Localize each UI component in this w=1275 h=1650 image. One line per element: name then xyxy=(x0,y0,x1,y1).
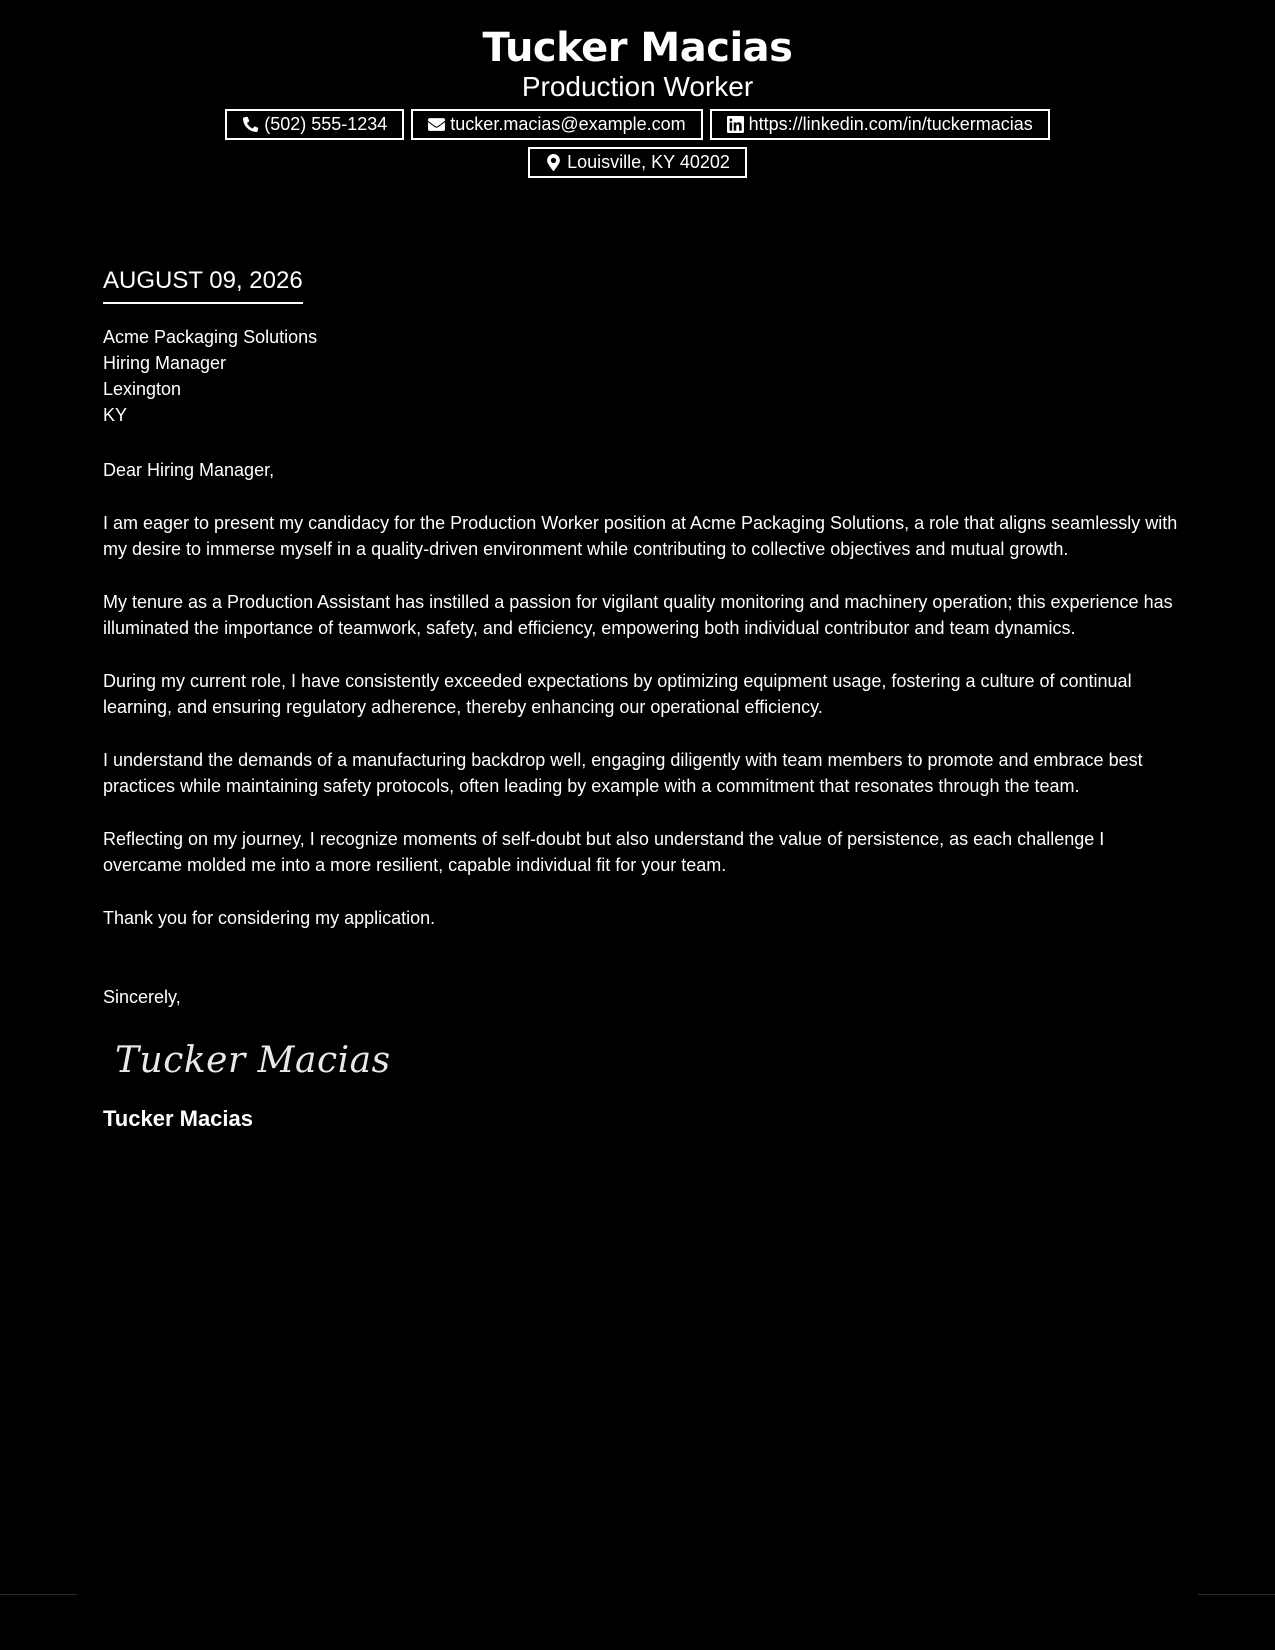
closing: Sincerely, xyxy=(103,987,181,1007)
recipient-city: Lexington xyxy=(103,379,182,399)
body-paragraph: During my current role, I have consistently exceeded expectations by optimizing equipment usage, fostering a culture of continual learning, and ensuring regulatory adherence, thereby enhancing our operational efficiency. xyxy=(103,670,1132,717)
body-paragraph: Thank you for considering my application. xyxy=(103,907,436,928)
body-paragraph: I am eager to present my candidacy for the Production Worker position at Acme Packaging Solutions, a role that aligns seamlessly with my desire to immerse myself in a quality-driven environment while contributing to collective objectives and mutual growth. xyxy=(103,512,1178,559)
handwritten-signature: Tucker Macias xyxy=(115,1039,391,1081)
body-paragraph: I understand the demands of a manufacturing backdrop well, engaging diligently with team members to promote and embrace best practices while maintaining safety protocols, often leading by example with a commitment that resonates through the team. xyxy=(103,749,1143,796)
contact-email[interactable] xyxy=(411,109,702,140)
envelope-icon xyxy=(428,116,445,133)
contact-location xyxy=(528,147,747,178)
map-marker-icon xyxy=(545,154,562,171)
contact-text: https://linkedin.com/in/tuckermacias xyxy=(748,114,1033,134)
footer-rule-left xyxy=(0,1594,77,1595)
contact-phone[interactable] xyxy=(225,109,404,140)
signer-name: Tucker Macias xyxy=(103,1105,254,1131)
footer-rule-right xyxy=(1198,1594,1275,1595)
linkedin-icon xyxy=(727,116,744,133)
applicant-name: Tucker Macias xyxy=(482,25,793,71)
contact-text: (502) 555-1234 xyxy=(264,114,388,134)
phone-icon xyxy=(242,116,259,133)
letter-header xyxy=(0,22,1275,178)
recipient-company: Acme Packaging Solutions xyxy=(103,327,318,347)
contact-text: tucker.macias@example.com xyxy=(450,114,686,134)
recipient-title: Hiring Manager xyxy=(103,353,227,373)
letter-date: AUGUST 09, 2026 xyxy=(103,266,303,304)
letter-body xyxy=(103,266,1178,1133)
contact-text: Louisville, KY 40202 xyxy=(567,152,730,172)
recipient-block xyxy=(103,324,1178,428)
contact-linkedin[interactable] xyxy=(710,109,1050,140)
body-paragraph: Reflecting on my journey, I recognize moments of self-doubt but also understand the value of persistence, as each challenge I overcame molded me into a more resilient, capable individual fit for your team. xyxy=(103,828,1105,875)
recipient-state: KY xyxy=(103,405,128,425)
body-paragraph: My tenure as a Production Assistant has instilled a passion for vigilant quality monitoring and machinery operation; this experience has illuminated the importance of teamwork, safety, and efficiency, empowering both individual contributor and team dynamics. xyxy=(103,591,1173,638)
contact-info xyxy=(198,109,1078,178)
salutation: Dear Hiring Manager, xyxy=(103,460,275,480)
applicant-title: Production Worker xyxy=(521,71,754,102)
